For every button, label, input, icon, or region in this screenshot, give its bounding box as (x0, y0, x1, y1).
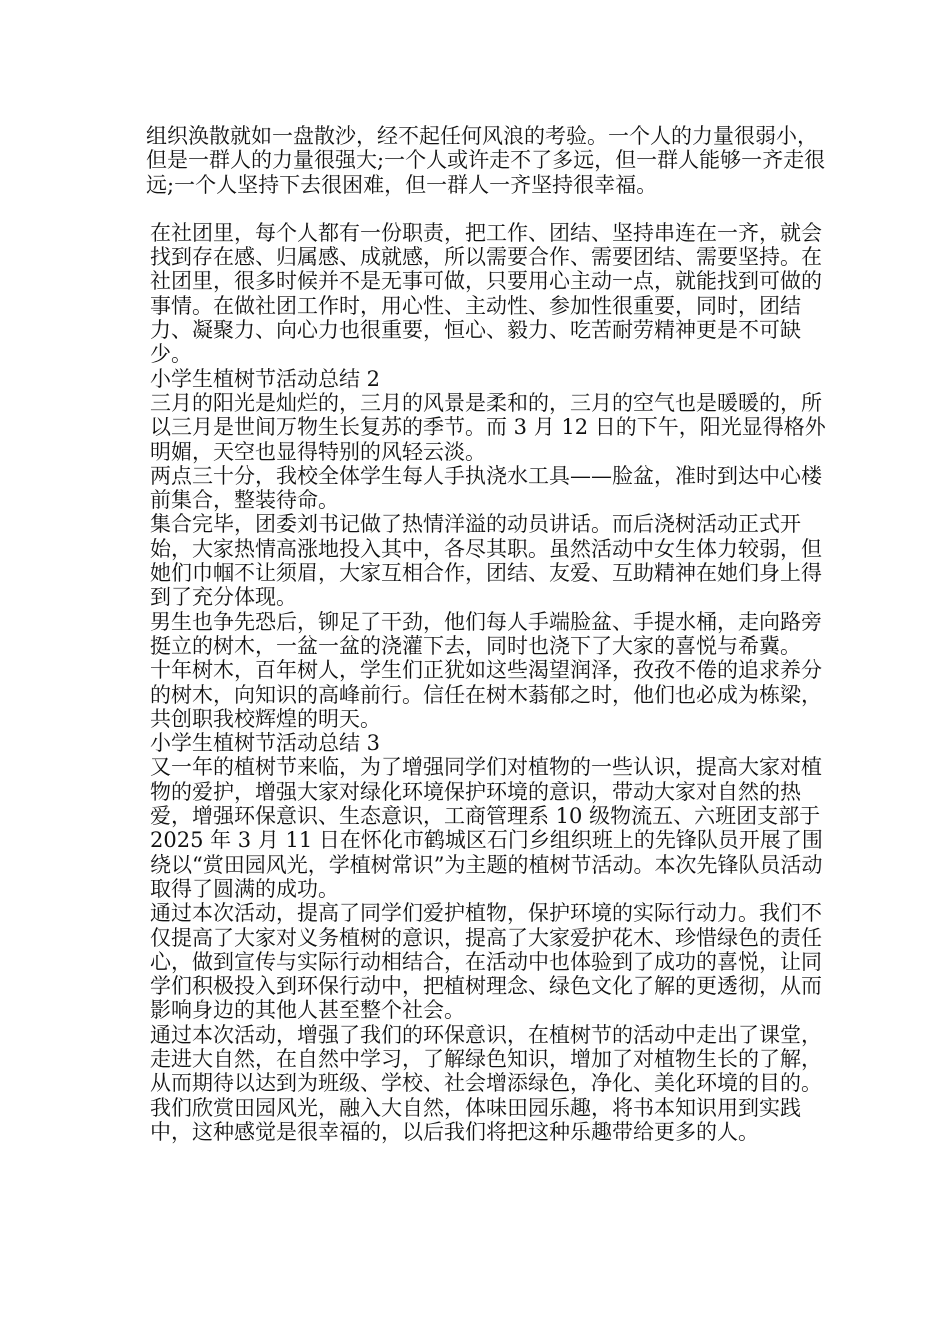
paragraph-gap (146, 197, 826, 221)
paragraph-5: 集合完毕，团委刘书记做了热情洋溢的动员讲话。而后浇树活动正式开始，大家热情高涨地投入其中，各尽其职。虽然活动中女生体力较弱，但她们巾帼不让须眉，大家互相合作，团结、友爱、互助精神在她们身上得到了充分体现。 (150, 512, 822, 610)
section-heading-2: 小学生植树节活动总结 2 (150, 366, 381, 391)
paragraph-9: 通过本次活动，提高了同学们爱护植物，保护环境的实际行动力。我们不仅提高了大家对义务植树的意识，提高了大家爱护花木、珍惜绿色的责任心，做到宣传与实际行动相结合，在活动中也体验到了成功的喜悦，让同学们积极投入到环保行动中，把植树理念、绿色文化了解的更透彻，从而影响身边的其他人甚至整个社会。 (150, 901, 822, 1023)
paragraph-1: 组织涣散就如一盘散沙，经不起任何风浪的考验。一个人的力量很弱小，但是一群人的力量很强大;一个人或许走不了多远，但一群人能够一齐走很远;一个人坚持下去很困难，但一群人一齐坚持很幸福。 (146, 124, 826, 197)
document-body (146, 124, 826, 1144)
paragraph-6: 男生也争先恐后，铆足了干劲，他们每人手端脸盆、手提水桶，走向路旁挺立的树木，一盆一盆的浇灌下去，同时也浇下了大家的喜悦与希冀。 (150, 609, 822, 658)
section-heading-3: 小学生植树节活动总结 3 (150, 731, 381, 756)
paragraph-4: 两点三十分，我校全体学生每人手执浇水工具——脸盆，准时到达中心楼前集合，整装待命。 (150, 463, 822, 513)
paragraph-2: 在社团里，每个人都有一份职责，把工作、团结、坚持串连在一齐，就会找到存在感、归属感、成就感，所以需要合作、需要团结、需要坚持。在社团里，很多时候并不是无事可做，只要用心主动一点，就能找到可做的事情。在做社团工作时，用心性、主动性、参加性很重要，同时，团结力、凝聚力、向心力也很重要，恒心、毅力、吃苦耐劳精神更是不可缺少。 (150, 220, 822, 367)
paragraph-10: 通过本次活动，增强了我们的环保意识，在植树节的活动中走出了课堂，走进大自然，在自然中学习，了解绿色知识，增加了对植物生长的了解，从而期待以达到为班级、学校、社会增添绿色，净化、美化环境的目的。我们欣赏田园风光，融入大自然，体味田园乐趣，将书本知识用到实践中，这种感觉是很幸福的，以后我们将把这种乐趣带给更多的人。 (150, 1022, 822, 1144)
paragraph-3: 三月的阳光是灿烂的，三月的风景是柔和的，三月的空气也是暖暖的，所以三月是世间万物生长复苏的季节。而 3 月 12 日的下午，阳光显得格外明媚，天空也显得特别的风轻云淡。 (150, 390, 826, 464)
paragraph-8: 又一年的植树节来临，为了增强同学们对植物的一些认识，提高大家对植物的爱护，增强大家对绿化环境保护环境的意识，带动大家对自然的热爱，增强环保意识、生态意识，工商管理系 10 级物流五、六班团支部于 2025 年 3 月 11 日在怀化市鹤城区石门乡组织班上的先锋队员开展了围绕以“赏田园风光，学植树常识”为主题的植树节活动。本次先锋队员活动取得了圆满的成功。 (150, 755, 823, 901)
paragraph-7: 十年树木，百年树人，学生们正犹如这些渴望润泽，孜孜不倦的追求养分的树木，向知识的高峰前行。信任在树木蓊郁之时，他们也必成为栋梁，共创职我校辉煌的明天。 (150, 658, 822, 731)
